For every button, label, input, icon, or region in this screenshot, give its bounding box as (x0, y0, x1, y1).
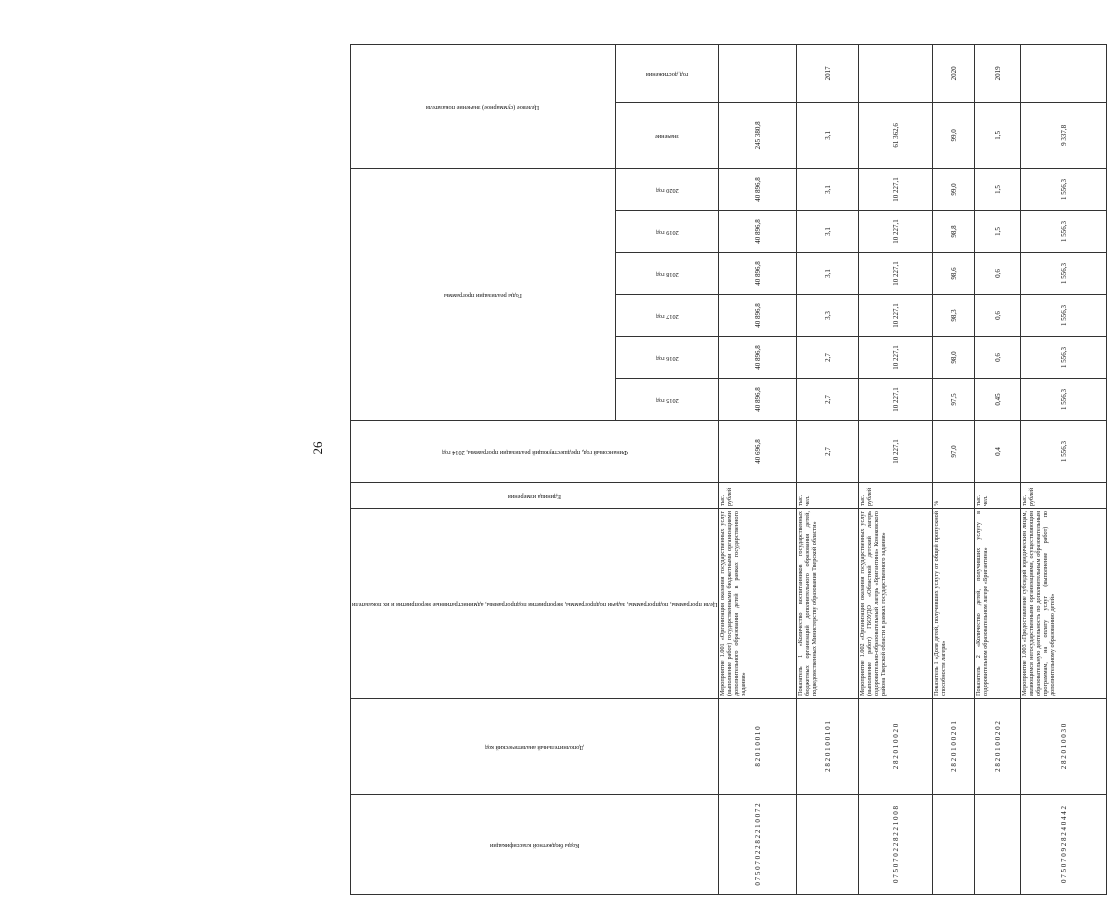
row-final-year (1021, 44, 1107, 102)
row-year-value: 99,0 (933, 168, 975, 210)
row-unit: тыс. рублей (719, 483, 797, 509)
row-year-value: 1 556,3 (1021, 295, 1107, 337)
row-year-value: 0,6 (975, 337, 1021, 379)
table-row (797, 44, 859, 894)
row-year-value: 1 556,3 (1021, 337, 1107, 379)
row-year-value: 40 896,8 (719, 253, 797, 295)
row-codes (975, 795, 1021, 895)
row-year-value: 1,5 (975, 211, 1021, 253)
row-unit: тыс. рублей (1021, 483, 1107, 509)
header-years-group: Годы реализации программы (351, 168, 616, 420)
row-final-year: 2019 (975, 44, 1021, 102)
row-fin-2014: 2,7 (797, 421, 859, 483)
header-codes: Коды бюджетной классификации (351, 795, 719, 895)
row-year-value: 1 556,3 (1021, 211, 1107, 253)
row-year-value: 98,3 (933, 295, 975, 337)
row-name: Показатель 1 «Количество воспитанников государственных бюджетных организаций дополнительного образования детей, подведомственных Министерству образования Тверской области» (797, 509, 859, 699)
row-year-value: 98,8 (933, 211, 975, 253)
header-fin: Финансовый год, предшествующий реализации программы, 2014 год (351, 421, 719, 483)
row-year-value: 40 896,8 (719, 295, 797, 337)
row-analytic-code: 2 8 2 0 1 0 0 3 0 (1021, 699, 1107, 795)
page-number: 26 (310, 441, 325, 455)
row-codes: 0 7 5 0 7 0 9 2 8 2 4 0 4 4 2 (1021, 795, 1107, 895)
row-year-value: 40 896,8 (719, 337, 797, 379)
row-year-value: 98,6 (933, 253, 975, 295)
header-final-value: значение (615, 102, 718, 168)
header-year-2015: 2015 год (615, 379, 718, 421)
row-year-value: 3,1 (797, 211, 859, 253)
table-row (859, 44, 933, 894)
row-year-value: 0,6 (975, 295, 1021, 337)
row-year-value: 97,5 (933, 379, 975, 421)
row-unit: % (933, 483, 975, 509)
row-fin-2014: 97,0 (933, 421, 975, 483)
header-final-group: Целевое (суммарное) значение показателя (351, 44, 616, 168)
row-year-value: 10 227,1 (859, 379, 933, 421)
row-name: Мероприятие 1.001 «Организация оказания государственных услуг (выполнение работ) государственными бюджетными организациями дополнительного образования детей в рамках государственного задания» (719, 509, 797, 699)
row-year-value: 3,1 (797, 253, 859, 295)
header-analytic: Дополнительный аналитический код (351, 699, 719, 795)
row-unit: тыс. чел. (797, 483, 859, 509)
row-year-value: 10 227,1 (859, 295, 933, 337)
row-fin-2014: 40 696,8 (719, 421, 797, 483)
row-codes (797, 795, 859, 895)
row-year-value: 1 556,3 (1021, 379, 1107, 421)
row-year-value: 1 556,3 (1021, 168, 1107, 210)
table-row (933, 44, 975, 894)
row-year-value: 1 556,3 (1021, 253, 1107, 295)
row-year-value: 3,1 (797, 168, 859, 210)
row-year-value: 10 227,1 (859, 168, 933, 210)
row-final-year (719, 44, 797, 102)
row-name: Показатель 1 «Доля детей, получивших услугу от общей пропускной способности лагеря» (933, 509, 975, 699)
row-year-value: 1,5 (975, 168, 1021, 210)
row-final-year: 2017 (797, 44, 859, 102)
header-year-2017: 2017 год (615, 295, 718, 337)
row-year-value: 3,3 (797, 295, 859, 337)
row-analytic-code: 2 8 2 0 1 0 0 1 0 1 (797, 699, 859, 795)
row-year-value: 40 896,8 (719, 379, 797, 421)
row-codes: 0 7 5 0 7 0 2 2 8 2 2 1 0 0 8 (859, 795, 933, 895)
header-year-2018: 2018 год (615, 253, 718, 295)
row-name: Мероприятие 1.003 «Предоставление субсидий юридическим лицам, являющимся негосударственными организациями, осуществляющим образовательную деятельность по дополнительным образовательным программам, на оплату услуг (выполнение работ) по дополнительному образованию детей» (1021, 509, 1107, 699)
row-name: Мероприятие 1.002 «Организация оказания государственных услуг (выполнение работ) ГБОУДО «Областной детский лагерь оздоровительно-образовательный лагерь «Бригантина» Конаковского района Тверской области в рамках государственного задания» (859, 509, 933, 699)
row-year-value: 98,0 (933, 337, 975, 379)
row-final-year (859, 44, 933, 102)
header-final-year: год достижения (615, 44, 718, 102)
table-row (1021, 44, 1107, 894)
row-unit: тыс. чел. (975, 483, 1021, 509)
budget-program-table (350, 44, 1107, 895)
row-final-year: 2020 (933, 44, 975, 102)
header-unit: Единица измерения (351, 483, 719, 509)
row-final-value: 1,5 (975, 102, 1021, 168)
row-year-value: 10 227,1 (859, 253, 933, 295)
row-final-value: 99,0 (933, 102, 975, 168)
row-final-value: 9 337,8 (1021, 102, 1107, 168)
row-fin-2014: 10 227,1 (859, 421, 933, 483)
row-final-value: 245 380,8 (719, 102, 797, 168)
row-name: Показатель 2 «Количество детей, получивших услугу в оздоровительном образовательном лагере «Бригантина» (975, 509, 1021, 699)
row-year-value: 2,7 (797, 337, 859, 379)
row-analytic-code: 2 8 2 0 1 0 0 2 0 (859, 699, 933, 795)
header-year-2020: 2020 год (615, 168, 718, 210)
row-analytic-code: 8 2 0 1 0 0 1 0 (719, 699, 797, 795)
header-name: Цели программы, подпрограммы, задачи подпрограммы, мероприятия подпрограммы, административные мероприятия и их показатели (351, 509, 719, 699)
table-row (975, 44, 1021, 894)
header-year-2019: 2019 год (615, 211, 718, 253)
row-final-value: 61 362,6 (859, 102, 933, 168)
row-fin-2014: 1 556,3 (1021, 421, 1107, 483)
row-year-value: 2,7 (797, 379, 859, 421)
row-year-value: 10 227,1 (859, 211, 933, 253)
sheet (0, 14, 1, 889)
row-analytic-code: 2 8 2 0 1 0 0 2 0 1 (933, 699, 975, 795)
table-row (719, 44, 797, 894)
header-row-group (351, 44, 616, 894)
row-year-value: 40 896,8 (719, 168, 797, 210)
header-year-2016: 2016 год (615, 337, 718, 379)
row-year-value: 40 896,8 (719, 211, 797, 253)
row-unit: тыс. рублей (859, 483, 933, 509)
row-codes (933, 795, 975, 895)
row-final-value: 3,1 (797, 102, 859, 168)
row-fin-2014: 0,4 (975, 421, 1021, 483)
row-year-value: 10 227,1 (859, 337, 933, 379)
row-year-value: 0,45 (975, 379, 1021, 421)
row-analytic-code: 2 8 2 0 1 0 0 2 0 2 (975, 699, 1021, 795)
row-codes: 0 7 5 0 7 0 2 2 8 2 2 1 0 0 7 2 (719, 795, 797, 895)
row-year-value: 0,6 (975, 253, 1021, 295)
